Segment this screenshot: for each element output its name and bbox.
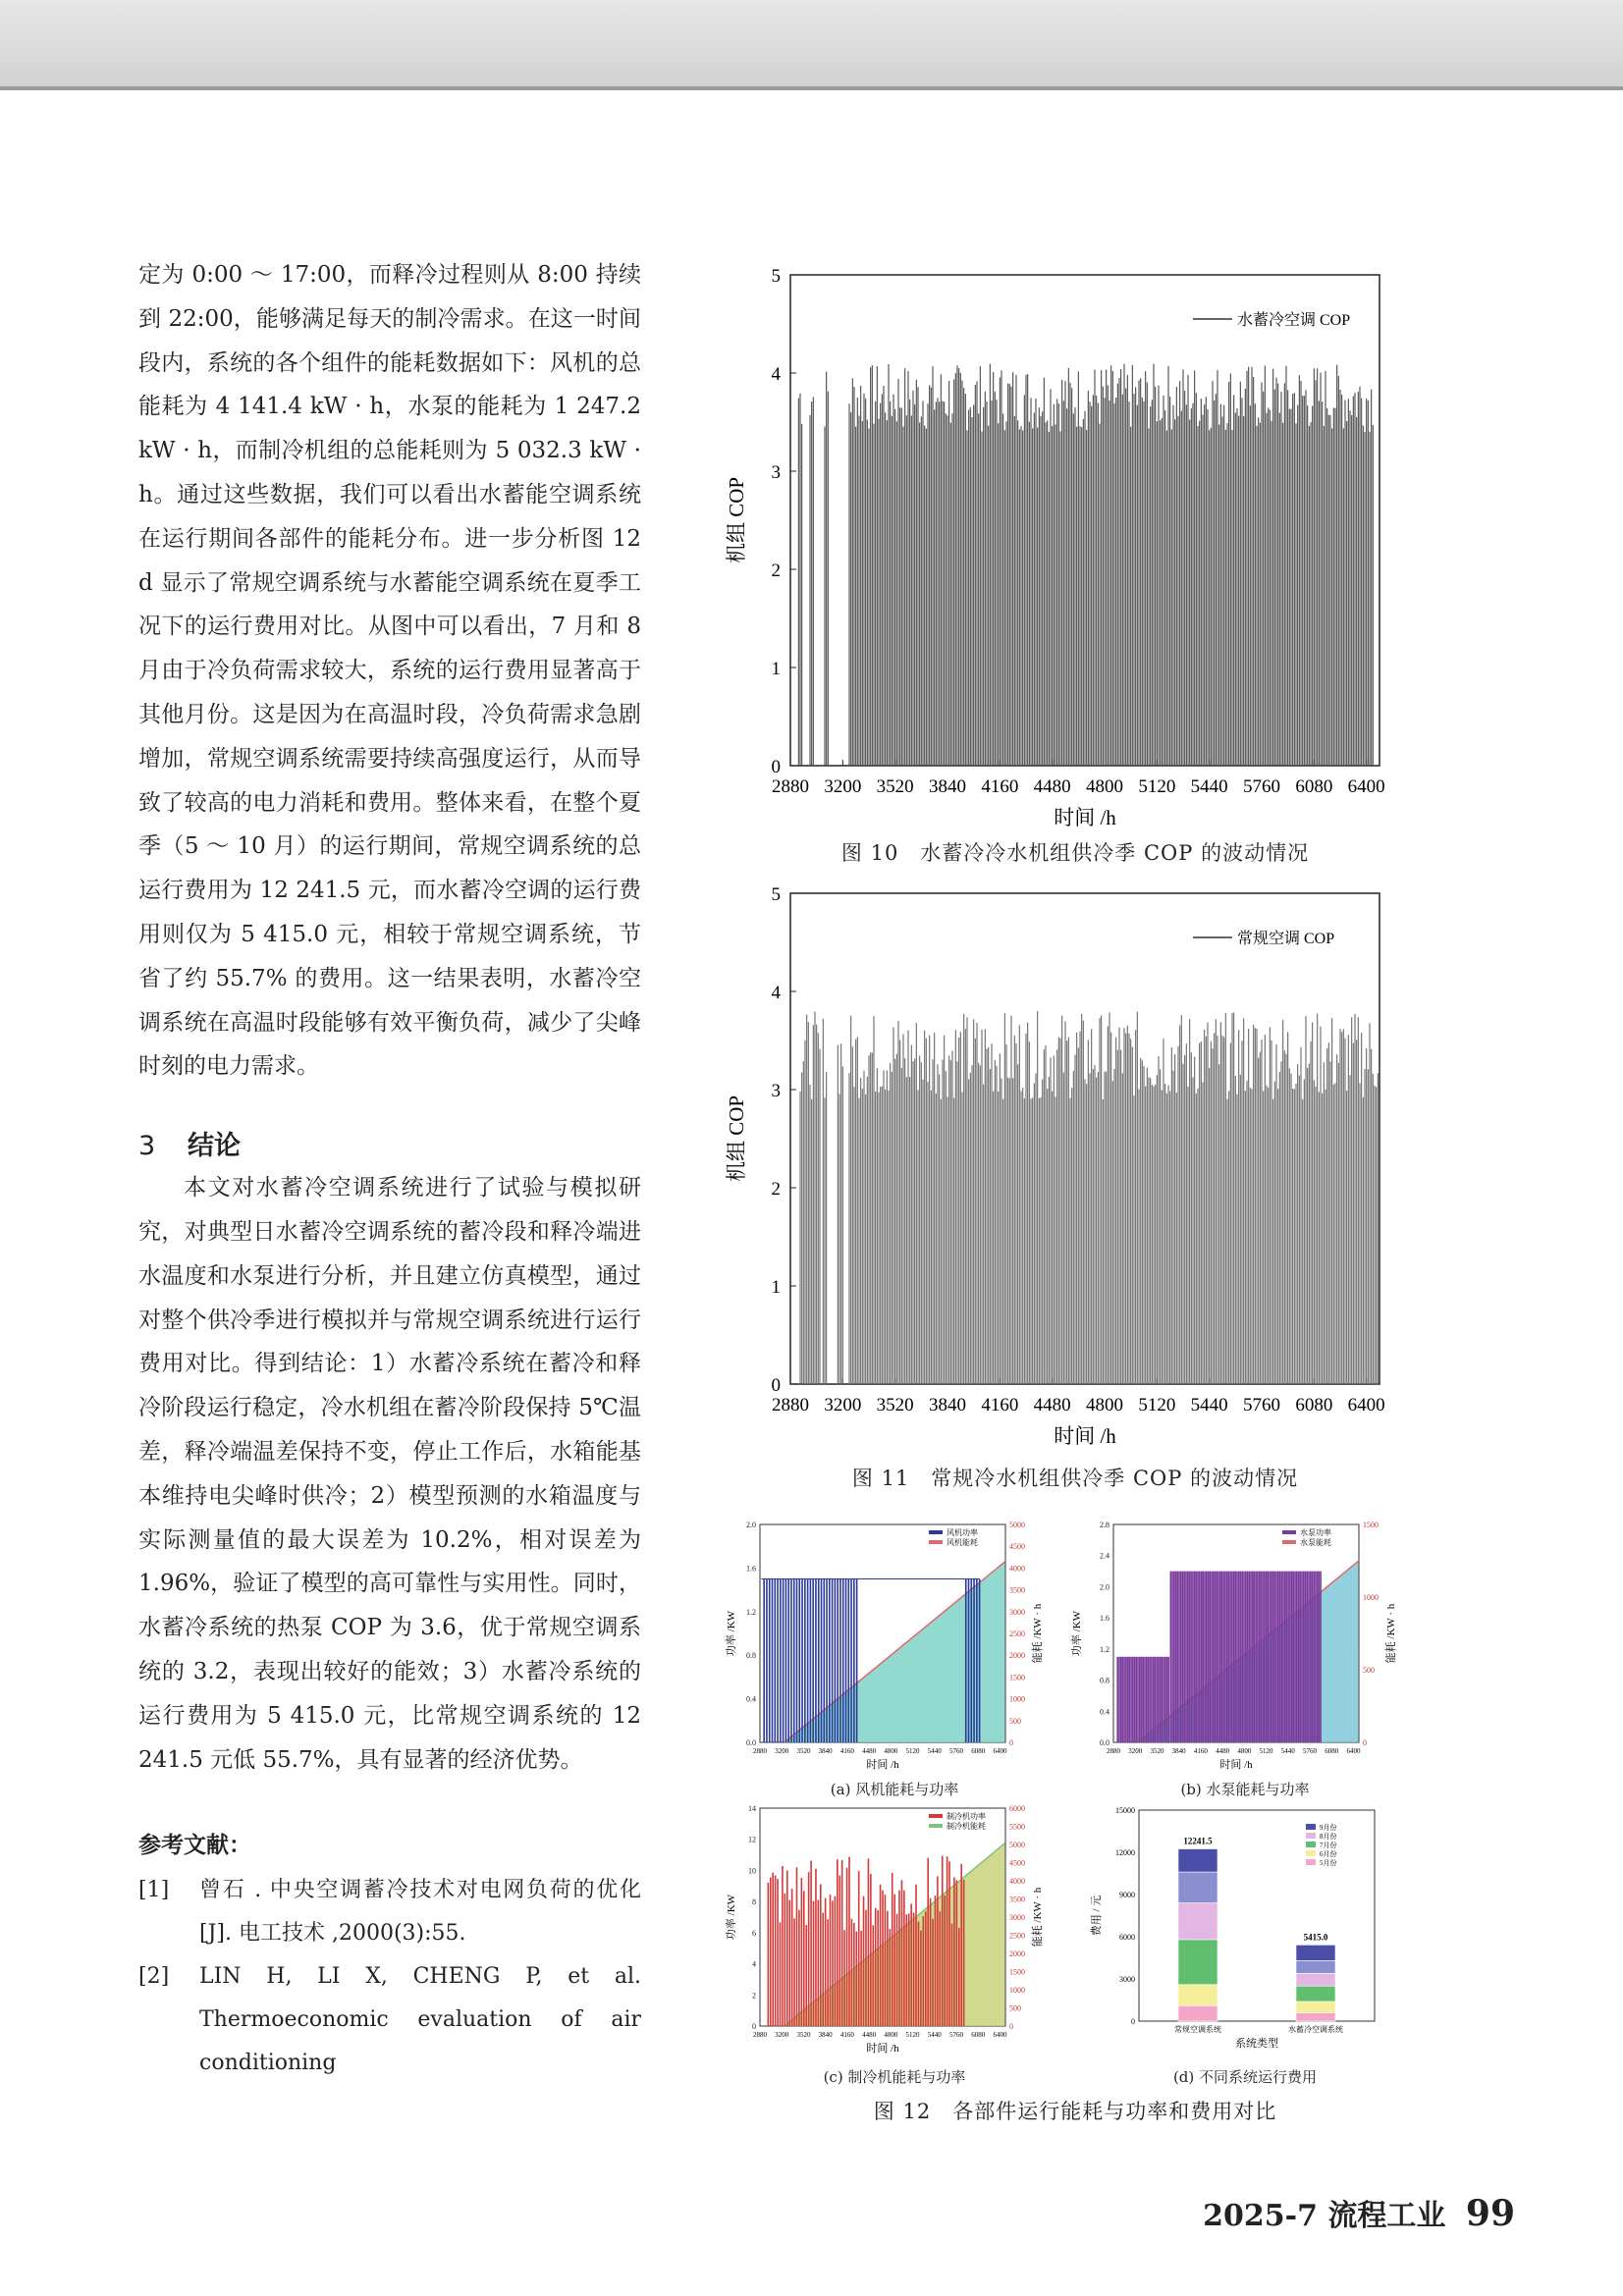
legend-label: 水泵功率: [1300, 1528, 1331, 1537]
plot-frame: [1139, 1810, 1375, 2021]
x-tick-label: 2880: [753, 1747, 767, 1755]
stack-segment: [1178, 1985, 1217, 2006]
y-tick-label: 2.0: [746, 1521, 756, 1529]
left-column: [138, 253, 641, 2085]
legend-label: 水蓄冷空调 COP: [1237, 312, 1351, 329]
y-tick-label: 15000: [1115, 1806, 1135, 1815]
footer-journal: 流程工业: [1327, 2199, 1446, 2233]
y-tick-label: 5: [771, 266, 781, 287]
x-tick-label: 3840: [1171, 1747, 1186, 1755]
stack-segment: [1296, 1945, 1335, 1960]
legend-swatch: [1306, 1859, 1316, 1865]
y-tick-label: 12000: [1115, 1848, 1135, 1857]
y-tick-label: 2.4: [1100, 1551, 1109, 1561]
y-tick-label: 2: [771, 1179, 781, 1200]
y-tick-label: 0: [771, 757, 781, 777]
total-label: 5415.0: [1303, 1932, 1328, 1943]
y2-tick-label: 1000: [1009, 1986, 1025, 1995]
x-tick-label: 3520: [796, 1747, 811, 1755]
y2-tick-label: 1500: [1363, 1521, 1379, 1529]
figure-12b-chart: [1070, 1517, 1420, 1778]
y2-axis-label: 能耗 /KW · h: [1385, 1603, 1397, 1664]
figure-12-caption: 图 12 各部件运行能耗与功率和费用对比: [873, 2100, 1277, 2123]
references-heading: 参考文献：: [138, 1833, 251, 1859]
y2-tick-label: 1000: [1009, 1694, 1025, 1704]
x-tick-label: 4160: [839, 2031, 854, 2039]
x-tick-label: 5120: [1138, 776, 1176, 797]
figure-12a-caption: (a) 风机能耗与功率: [830, 1781, 959, 1798]
x-tick-label: 4480: [1216, 1747, 1230, 1755]
x-tick-label: 6400: [1346, 1747, 1361, 1755]
page-number: 99: [1465, 2193, 1515, 2234]
figure-11-chart: [722, 874, 1429, 1463]
y-axis-label: 费用 / 元: [1091, 1895, 1103, 1937]
y2-tick-label: 1500: [1009, 1967, 1025, 1977]
y2-tick-label: 2000: [1009, 1949, 1025, 1958]
legend-swatch: [929, 1824, 943, 1828]
y-tick-label: 3000: [1119, 1975, 1135, 1984]
legend-label: 风机功率: [947, 1528, 978, 1537]
x-tick-label: 4800: [884, 1747, 898, 1755]
y-tick-label: 3: [771, 462, 781, 483]
reference-text: LIN H, LI X, CHENG P, et al. Thermoeconomic evaluation of air conditioning: [199, 1964, 641, 2076]
section-title: 结论: [188, 1131, 241, 1162]
x-tick-label: 6080: [971, 1747, 986, 1755]
x-tick-label: 2880: [772, 776, 809, 797]
x-tick-label: 4160: [981, 776, 1019, 797]
stack-segment: [1296, 2002, 1335, 2012]
y-tick-label: 1.2: [746, 1607, 756, 1617]
figure-12d-caption: (d) 不同系统运行费用: [1172, 2068, 1318, 2086]
legend-swatch: [1282, 1540, 1296, 1544]
x-tick-label: 6080: [971, 2031, 986, 2039]
stack-segment: [1296, 1960, 1335, 1973]
y2-tick-label: 5000: [1009, 1521, 1025, 1529]
x-axis-label: 系统类型: [1235, 2038, 1278, 2050]
stack-segment: [1296, 2012, 1335, 2021]
x-tick-label: 4160: [981, 1395, 1019, 1415]
x-axis-label: 时间 /h: [866, 1759, 899, 1771]
y-tick-label: 0.4: [1100, 1707, 1109, 1717]
legend-label: 5月份: [1320, 1859, 1337, 1867]
figure-10-caption: 图 10 水蓄冷冷水机组供冷季 COP 的波动情况: [840, 841, 1310, 865]
x-tick-label: 3840: [818, 2031, 833, 2039]
y2-tick-label: 4000: [1009, 1877, 1025, 1886]
y-tick-label: 0: [752, 2022, 756, 2031]
x-axis-label: 时间 /h: [1054, 806, 1116, 829]
x-tick-label: 3840: [929, 1395, 966, 1415]
x-tick-label: 4480: [1033, 1395, 1071, 1415]
x-tick-label: 2880: [753, 2031, 767, 2039]
x-tick-label: 6400: [1347, 776, 1385, 797]
reference-text: 曾石 . 中央空调蓄冷技术对电网负荷的优化 [J]. 电工技术 ,2000(3):55.: [199, 1878, 641, 1947]
y-axis-label: 功率 /KW: [726, 1894, 737, 1941]
y2-tick-label: 4500: [1009, 1542, 1025, 1552]
x-tick-label: 6400: [993, 1747, 1007, 1755]
x-tick-label: 5120: [1259, 1747, 1273, 1755]
legend-label: 制冷机功率: [947, 1812, 986, 1821]
y2-axis-label: 能耗 /KW · h: [1032, 1603, 1044, 1664]
section-number: 3: [138, 1131, 156, 1162]
x-tick-label: 水蓄冷空调系统: [1288, 2025, 1343, 2034]
y-tick-label: 4: [771, 983, 781, 1003]
x-tick-label: 3200: [824, 776, 862, 797]
y-tick-label: 9000: [1119, 1891, 1135, 1899]
y-axis-label: 机组 COP: [725, 476, 748, 564]
x-tick-label: 3200: [824, 1395, 862, 1415]
legend-swatch: [1306, 1842, 1316, 1847]
y-tick-label: 1: [771, 1277, 781, 1298]
section-heading: [138, 1124, 641, 1162]
y-tick-label: 0: [1131, 2017, 1135, 2026]
y-tick-label: 2.8: [1100, 1521, 1109, 1529]
x-tick-label: 3200: [1128, 1747, 1143, 1755]
y-tick-label: 3: [771, 1081, 781, 1101]
x-tick-label: 5120: [905, 2031, 920, 2039]
y-tick-label: 0: [771, 1375, 781, 1396]
y-axis-label: 机组 COP: [725, 1095, 748, 1183]
y2-tick-label: 2500: [1009, 1629, 1025, 1638]
y-tick-label: 12: [748, 1835, 756, 1844]
y2-tick-label: 3000: [1009, 1607, 1025, 1617]
x-tick-label: 6080: [1295, 776, 1333, 797]
y-tick-label: 8: [752, 1897, 756, 1907]
x-tick-label: 6400: [1347, 1395, 1385, 1415]
y-tick-label: 0.8: [1100, 1676, 1109, 1685]
x-tick-label: 4160: [839, 1747, 854, 1755]
x-axis-label: 时间 /h: [1054, 1424, 1116, 1448]
x-tick-label: 4800: [1086, 776, 1123, 797]
x-tick-label: 5440: [1280, 1747, 1295, 1755]
legend-label: 9月份: [1320, 1824, 1337, 1832]
y-tick-label: 4: [752, 1959, 756, 1969]
stack-segment: [1296, 1986, 1335, 2002]
y-tick-label: 1: [771, 659, 781, 679]
reference-number: [1]: [138, 1878, 170, 1903]
body-paragraph: 定为 0:00 ～ 17:00，而释冷过程则从 8:00 持续到 22:00，能够满足每天的制冷需求。在这一时间段内，系统的各个组件的能耗数据如下：风机的总能耗为 4 141.4 kW · h，水泵的能耗为 1 247.2 kW · h，而制冷机组的总能耗则为 5 032.3 kW · h。通过这些数据，我们可以看出水蓄能空调系统在运行期间各部件的能耗分布。进一步分析图 12 d 显示了常规空调系统与水蓄能空调系统在夏季工况下的运行费用对比。从图中可以看出，7 月和 8 月由于冷负荷需求较大，系统的运行费用显著高于其他月份。这是因为在高温时段，冷负荷需求急剧增加，常规空调系统需要持续高强度运行，从而导致了较高的电力消耗和费用。整体来看，在整个夏季（5 ～ 10 月）的运行期间，常规空调系统的总运行费用为 12 241.5 元，而水蓄冷空调的运行费用则仅为 5 415.0 元，相较于常规空调系统，节省了约 55.7% 的费用。这一结果表明，水蓄冷空调系统在高温时段能够有效平衡负荷，减少了尖峰时刻的电力需求。: [138, 262, 641, 1080]
legend-label: 风机能耗: [947, 1538, 978, 1547]
x-tick-label: 4480: [862, 1747, 877, 1755]
x-tick-label: 4480: [862, 2031, 877, 2039]
total-label: 12241.5: [1183, 1836, 1213, 1846]
x-tick-label: 4480: [1033, 776, 1071, 797]
stack-segment: [1178, 1903, 1217, 1940]
y2-tick-label: 3000: [1009, 1913, 1025, 1922]
x-axis-label: 时间 /h: [866, 2043, 899, 2055]
y2-tick-label: 1000: [1363, 1593, 1379, 1602]
legend-swatch: [929, 1530, 943, 1534]
y2-tick-label: 5000: [1009, 1841, 1025, 1849]
y-tick-label: 6: [752, 1928, 756, 1938]
y2-tick-label: 500: [1009, 1716, 1021, 1726]
x-tick-label: 5440: [927, 1747, 942, 1755]
legend-swatch: [929, 1814, 943, 1818]
x-tick-label: 6080: [1295, 1395, 1333, 1415]
x-tick-label: 5760: [1243, 776, 1280, 797]
x-tick-label: 4800: [884, 2031, 898, 2039]
stack-segment: [1178, 2005, 1217, 2021]
stack-segment: [1178, 1872, 1217, 1903]
figure-10-chart: [722, 255, 1429, 844]
stack-segment: [1178, 1849, 1217, 1873]
y-tick-label: 2: [771, 561, 781, 581]
y-tick-label: 1.2: [1100, 1644, 1109, 1654]
reference-number: [2]: [138, 1964, 170, 1990]
page-footer: [1203, 2191, 1515, 2234]
y2-tick-label: 5500: [1009, 1822, 1025, 1832]
y-tick-label: 0.4: [746, 1694, 756, 1704]
y2-tick-label: 0: [1009, 2022, 1013, 2031]
legend-label: 7月份: [1320, 1842, 1337, 1849]
legend-label: 常规空调 COP: [1237, 931, 1335, 947]
x-tick-label: 3840: [818, 1747, 833, 1755]
x-tick-label: 5440: [927, 2031, 942, 2039]
x-axis-label: 时间 /h: [1219, 1759, 1253, 1771]
footer-issue: 2025-7: [1203, 2199, 1318, 2233]
legend-label: 6月份: [1320, 1850, 1337, 1858]
y-tick-label: 5: [771, 884, 781, 905]
y-tick-label: 0.0: [746, 1738, 756, 1747]
y2-tick-label: 3500: [1009, 1585, 1025, 1595]
y2-tick-label: 0: [1363, 1738, 1367, 1747]
page-header-band: [0, 0, 1623, 90]
x-tick-label: 6400: [993, 2031, 1007, 2039]
y-tick-label: 6000: [1119, 1933, 1135, 1942]
y-axis-label: 功率 /KW: [726, 1610, 737, 1657]
x-tick-label: 5440: [1190, 1395, 1228, 1415]
x-tick-label: 2880: [1107, 1747, 1120, 1755]
figure-12c-chart: [725, 1800, 1064, 2065]
figure-12a-chart: [725, 1517, 1064, 1778]
y2-tick-label: 2000: [1009, 1651, 1025, 1661]
figure-12c-caption: (c) 制冷机能耗与功率: [823, 2068, 966, 2086]
x-tick-label: 常规空调系统: [1174, 2025, 1221, 2034]
x-tick-label: 5120: [905, 1747, 920, 1755]
y2-tick-label: 0: [1009, 1738, 1013, 1747]
y2-axis-label: 能耗 /KW · h: [1032, 1887, 1044, 1948]
conclusion-paragraph: 本文对水蓄冷空调系统进行了试验与模拟研究，对典型日水蓄冷空调系统的蓄冷段和释冷端进水温度和水泵进行分析，并且建立仿真模型，通过对整个供冷季进行模拟并与常规空调系统进行运行费用对比。得到结论：1）水蓄冷系统在蓄冷和释冷阶段运行稳定，冷水机组在蓄冷阶段保持 5℃温差，释冷端温差保持不变，停止工作后，水箱能基本维持电尖峰时供冷；2）模型预测的水箱温度与实际测量值的最大误差为 10.2%，相对误差为 1.96%，验证了模型的高可靠性与实用性。同时，水蓄冷系统的热泵 COP 为 3.6，优于常规空调系统的 3.2，表现出较好的能效；3）水蓄冷系统的运行费用为 5 415.0 元，比常规空调系统的 12 241.5 元低 55.7%，具有显著的经济优势。: [138, 1175, 641, 1773]
y-tick-label: 14: [748, 1804, 756, 1813]
figure-12b-caption: (b) 水泵能耗与功率: [1180, 1781, 1310, 1798]
y-axis-label: 功率 /KW: [1071, 1610, 1083, 1657]
y-tick-label: 2: [752, 1991, 756, 2001]
y-tick-label: 4: [771, 364, 781, 385]
y-tick-label: 1.6: [1100, 1614, 1109, 1624]
figure-12d-chart: [1070, 1800, 1420, 2065]
y2-tick-label: 6000: [1009, 1804, 1025, 1813]
x-tick-label: 4800: [1086, 1395, 1123, 1415]
legend-swatch: [1306, 1824, 1316, 1830]
legend-label: 制冷机能耗: [947, 1822, 986, 1831]
legend-swatch: [1306, 1833, 1316, 1839]
figure-11-caption: 图 11 常规冷水机组供冷季 COP 的波动情况: [851, 1467, 1299, 1490]
y2-tick-label: 1500: [1009, 1673, 1025, 1682]
legend-swatch: [1282, 1530, 1296, 1534]
x-tick-label: 3520: [876, 776, 914, 797]
y-tick-label: 10: [748, 1866, 756, 1876]
y2-tick-label: 500: [1009, 2003, 1021, 2013]
x-tick-label: 6080: [1325, 1747, 1339, 1755]
y2-tick-label: 500: [1363, 1666, 1375, 1675]
y-tick-label: 0.8: [746, 1651, 756, 1661]
y-tick-label: 0.0: [1100, 1738, 1109, 1747]
x-tick-label: 5760: [1303, 1747, 1317, 1755]
stack-segment: [1296, 1973, 1335, 1986]
stack-segment: [1178, 1940, 1217, 1985]
x-tick-label: 3200: [775, 1747, 789, 1755]
x-tick-label: 3520: [876, 1395, 914, 1415]
x-tick-label: 3520: [796, 2031, 811, 2039]
x-tick-label: 4800: [1237, 1747, 1252, 1755]
y2-tick-label: 4000: [1009, 1564, 1025, 1574]
legend-swatch: [1306, 1850, 1316, 1856]
x-tick-label: 3520: [1150, 1747, 1164, 1755]
x-tick-label: 5760: [949, 2031, 963, 2039]
y-tick-label: 2.0: [1100, 1582, 1109, 1592]
legend-swatch: [929, 1540, 943, 1544]
x-tick-label: 2880: [772, 1395, 809, 1415]
reference-item: [138, 1869, 641, 1955]
y2-tick-label: 4500: [1009, 1858, 1025, 1868]
y2-tick-label: 3500: [1009, 1895, 1025, 1904]
y-tick-label: 1.6: [746, 1564, 756, 1574]
x-tick-label: 5440: [1190, 776, 1228, 797]
y2-tick-label: 2500: [1009, 1931, 1025, 1941]
x-tick-label: 3200: [775, 2031, 789, 2039]
reference-item: [138, 1955, 641, 2085]
legend-label: 8月份: [1320, 1833, 1337, 1841]
legend-label: 水泵能耗: [1300, 1538, 1331, 1547]
x-tick-label: 5760: [1243, 1395, 1280, 1415]
x-tick-label: 4160: [1193, 1747, 1208, 1755]
x-tick-label: 5760: [949, 1747, 963, 1755]
x-tick-label: 3840: [929, 776, 966, 797]
x-tick-label: 5120: [1138, 1395, 1176, 1415]
